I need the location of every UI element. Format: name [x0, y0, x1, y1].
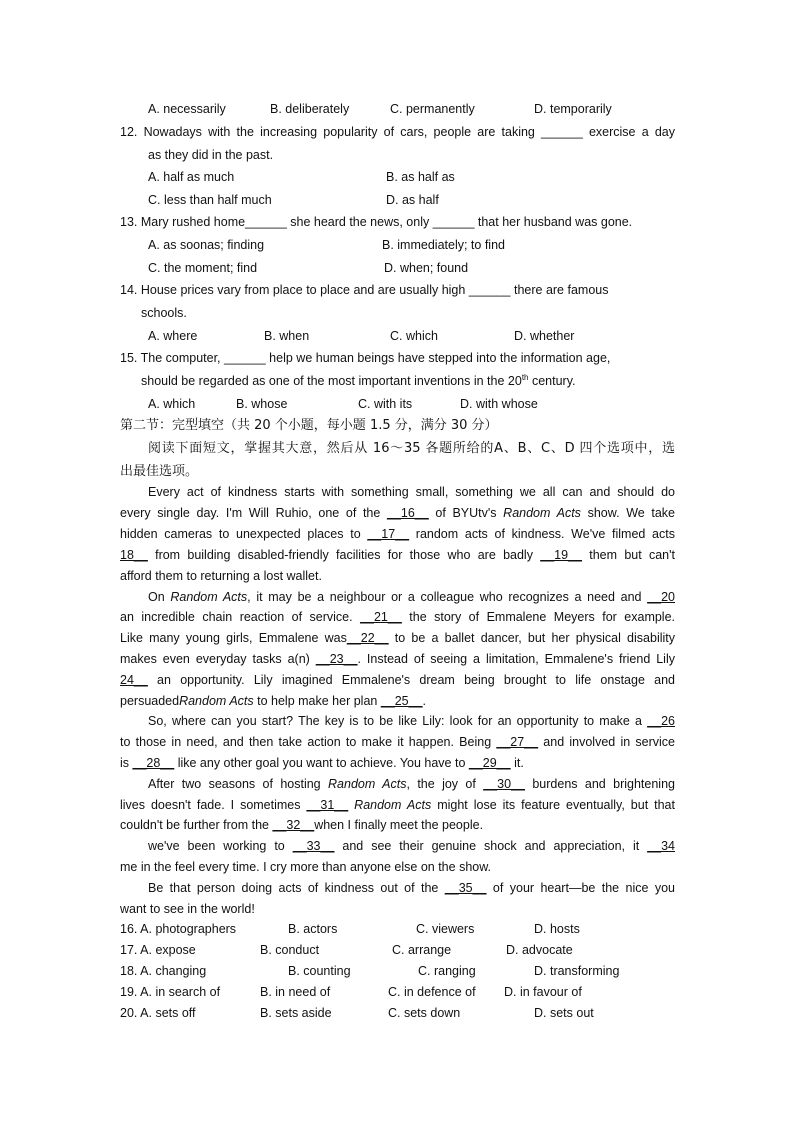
option-b: B. conduct	[260, 943, 320, 957]
blank-21: __21__	[360, 610, 402, 624]
blank-33: __33__	[292, 839, 335, 853]
option-a: 18. A. changing	[120, 964, 207, 978]
option-c: C. arrange	[392, 943, 452, 957]
blank-29: __29__	[468, 756, 511, 770]
passage-line: an incredible chain reaction of service. __21__ the story of Emmalene Meyers for example.	[120, 610, 676, 624]
option-c: C. less than half much	[148, 193, 272, 207]
passage-line: to those in need, and then take action to make it happen. Being __27__ and involved in service	[120, 735, 675, 749]
blank-35: __35__	[444, 881, 487, 895]
option-b: B. deliberately	[270, 102, 350, 116]
passage-line: Like many young girls, Emmalene was__22__ to be a ballet dancer, but her physical disability	[120, 631, 675, 645]
passage-line: 18__ from building disabled-friendly facilities for those who are badly __19__ them but can't	[120, 548, 675, 562]
passage-line: every single day. I'm Will Ruhio, one of the __16__ of BYUtv's Random Acts show. We take	[120, 506, 675, 520]
option-b: B. actors	[288, 922, 338, 936]
option-a: A. which	[148, 397, 196, 411]
blank-20: __20	[647, 590, 675, 604]
option-a: 16. A. photographers	[120, 922, 237, 936]
passage-line: couldn't be further from the __32__when I finally meet the people.	[120, 818, 484, 832]
blank-22: __22__	[346, 631, 389, 645]
option-c: C. with its	[358, 397, 413, 411]
question-stem-cont: as they did in the past.	[148, 148, 274, 162]
passage-line: afford them to returning a lost wallet.	[120, 569, 322, 583]
blank-30: __30__	[483, 777, 525, 791]
blank-27: __27__	[496, 735, 539, 749]
option-b: B. whose	[236, 397, 288, 411]
passage-line: makes even everyday tasks a(n) __23__. Instead of seeing a limitation, Emmalene's friend Lily	[120, 652, 675, 666]
option-c: C. viewers	[416, 922, 475, 936]
option-a: 17. A. expose	[120, 943, 196, 957]
option-b: B. in need of	[260, 985, 331, 999]
blank-23: __23__	[315, 652, 358, 666]
section-instructions: 阅读下面短文，掌握其大意，然后从 16～35 各题所给的A、B、C、D 四个选项中，选	[148, 441, 675, 456]
question-stem: 15. The computer, ______ help we human beings have stepped into the information age,	[120, 351, 611, 365]
option-b: B. immediately; to find	[382, 238, 505, 252]
option-a: A. half as much	[148, 170, 235, 184]
blank-31: __31__	[306, 798, 349, 812]
passage-line: On Random Acts, it may be a neighbour or a colleague who recognizes a need and __20	[148, 590, 675, 604]
blank-32: __32__	[272, 818, 315, 832]
superscript: th	[521, 373, 529, 382]
option-d: D. hosts	[534, 922, 580, 936]
passage-line: hidden cameras to unexpected places to __17__ random acts of kindness. We've filmed acts	[120, 527, 675, 541]
blank-24: 24__	[120, 673, 148, 687]
option-c: C. in defence of	[388, 985, 476, 999]
option-d: D. transforming	[534, 964, 620, 978]
option-a: 20. A. sets off	[120, 1006, 196, 1020]
option-c: C. the moment; find	[148, 261, 258, 275]
passage-line: Every act of kindness starts with something small, something we all can and should do	[148, 485, 675, 499]
option-b: B. sets aside	[260, 1006, 332, 1020]
blank-17: __17__	[367, 527, 410, 541]
option-d: D. temporarily	[534, 102, 612, 116]
option-c: C. ranging	[418, 964, 476, 978]
option-d: D. advocate	[506, 943, 573, 957]
question-stem: 13. Mary rushed home______ she heard the news, only ______ that her husband was gone.	[120, 215, 633, 229]
option-c: C. permanently	[390, 102, 475, 116]
option-d: D. in favour of	[504, 985, 582, 999]
option-a: A. as soonas; finding	[148, 238, 265, 252]
passage-line: 24__ an opportunity. Lily imagined Emmalene's dream being brought to life onstage and	[120, 673, 675, 687]
passage-line: Be that person doing acts of kindness out of the __35__ of your heart—be the nice you	[148, 881, 675, 895]
question-stem: 12. Nowadays with the increasing popularity of cars, people are taking ______ exercise a day	[120, 125, 675, 139]
blank-26: __26	[647, 714, 675, 728]
option-c: C. which	[390, 329, 438, 343]
blank-34: __34	[647, 839, 675, 853]
stem-text: century.	[528, 374, 576, 388]
blank-18: 18__	[120, 548, 148, 562]
option-d: D. when; found	[384, 261, 469, 275]
blank-28: __28__	[132, 756, 175, 770]
question-stem-cont	[141, 373, 576, 389]
option-b: B. counting	[288, 964, 351, 978]
passage-line: me in the feel every time. I cry more than anyone else on the show.	[120, 860, 492, 874]
option-d: D. as half	[386, 193, 439, 207]
blank-19: __19__	[540, 548, 582, 562]
question-stem-cont: schools.	[141, 306, 187, 320]
section-instructions-cont: 出最佳选项。	[120, 464, 199, 479]
option-b: B. when	[264, 329, 310, 343]
option-a: A. where	[148, 329, 198, 343]
passage-line: So, where can you start? The key is to be like Lily: look for an opportunity to make a __26	[148, 714, 675, 728]
option-b: B. as half as	[386, 170, 455, 184]
option-d: D. sets out	[534, 1006, 594, 1020]
option-a: A. necessarily	[148, 102, 226, 116]
section-heading: 第二节：完型填空（共 20 个小题，每小题 1.5 分，满分 30 分）	[120, 418, 498, 433]
passage-line: After two seasons of hosting Random Acts, the joy of __30__ burdens and brightening	[148, 777, 675, 791]
passage-line: we've been working to __33__ and see their genuine shock and appreciation, it __34	[148, 839, 675, 853]
question-stem: 14. House prices vary from place to place and are usually high ______ there are famous	[120, 283, 609, 297]
option-c: C. sets down	[388, 1006, 461, 1020]
passage-line: lives doesn't fade. I sometimes __31__ Random Acts might lose its feature eventually, but that	[120, 798, 675, 812]
option-d: D. whether	[514, 329, 575, 343]
stem-text: should be regarded as one of the most important inventions in the 20	[141, 374, 522, 388]
option-a: 19. A. in search of	[120, 985, 221, 999]
blank-16: __16__	[387, 506, 429, 520]
passage-line: want to see in the world!	[120, 902, 255, 916]
blank-25: __25__	[380, 694, 423, 708]
passage-line: persuadedRandom Acts to help make her plan __25__.	[120, 694, 427, 708]
option-d: D. with whose	[460, 397, 538, 411]
passage-line: is __28__ like any other goal you want to achieve. You have to __29__ it.	[120, 756, 524, 770]
